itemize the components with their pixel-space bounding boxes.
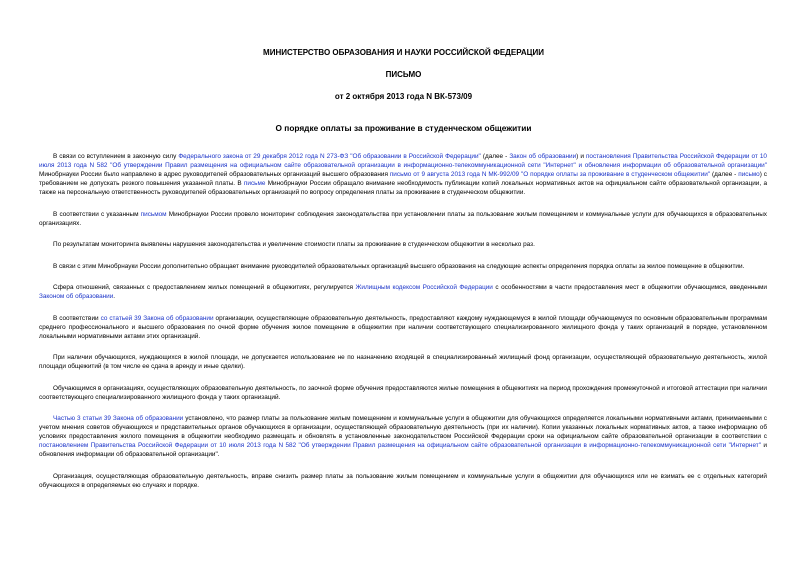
ministry-title: МИНИСТЕРСТВО ОБРАЗОВАНИЯ И НАУКИ РОССИЙСКОЙ ФЕДЕРАЦИИ: [263, 48, 544, 57]
paragraph-2: [39, 210, 767, 228]
doc-type-title: ПИСЬМО: [385, 70, 422, 79]
paragraph-text: (далее -: [710, 171, 739, 178]
paragraph-6: [39, 314, 767, 341]
link-article-39-part-3[interactable]: Частью 3 статьи 39 Закона об образовании: [53, 415, 184, 422]
link-federal-law-273[interactable]: Федерального закона от 29 декабря 2012 года N 273-ФЗ "Об образовании в Российской Федерации": [178, 153, 481, 160]
document-body: [39, 152, 767, 502]
paragraph-text: В соответствии с указанным: [53, 210, 141, 218]
paragraph-text: организации, осуществляющие образовательную деятельность, предоставляют каждому нуждающемуся в жилой площади обучающемуся по основным образовательным программам среднего профессионального и высшего образования по очной форме обучения жилое помещение в общежитии при наличии соответствующего специализированного жилищного фонда у таких организаций в порядке, установленном локальными нормативными актами этих организаций.: [39, 314, 767, 340]
paragraph-text: Минобрнауки России обращало внимание необходимость публикации копий локальных нормативных актов на официальном сайте образовательной организации, а также на персональную ответственность руководителей образовательных организаций по вопросу определения платы за проживание в студенческом общежитии.: [39, 180, 767, 196]
paragraph-text: В соответствии: [53, 314, 101, 322]
paragraph-text: и обновления информации об образовательной организации".: [39, 442, 767, 458]
paragraph-text: с особенностями в части предоставления мест в общежитии обучающимся, введенными: [492, 284, 767, 291]
paragraph-4: В связи с этим Минобрнауки России дополнительно обращает внимание руководителей образовательных организаций высшего образования на следующие аспекты определения порядка оплаты за жилое помещение в общежитии.: [53, 262, 745, 270]
paragraph-3: По результатам мониторинга выявлены нарушения законодательства и увеличение стоимости платы за проживание в студенческом общежитии в несколько раз.: [53, 241, 535, 248]
link-housing-code[interactable]: Жилищным кодексом Российской Федерации: [355, 284, 493, 291]
paragraph-text: (далее -: [480, 153, 510, 160]
link-letter-mk-992[interactable]: письмо от 9 августа 2013 года N МК-992/09 "О порядке оплаты за проживание в студенческом общежитии": [389, 171, 711, 178]
doc-date-number: от 2 октября 2013 года N ВК-573/09: [334, 92, 473, 101]
paragraph-5: [39, 283, 767, 301]
paragraph-10: Организация, осуществляющая образовательную деятельность, вправе снизить размер платы за пользование жилым помещением и коммунальные услуги в общежитии для обучающихся или не взимать ее с отдельных категорий обучающихся в определяемых ею случаях и порядке.: [39, 472, 767, 489]
link-government-decree-582[interactable]: постановления Правительства Российской Федерации от 10 июля 2013 года N 582 "Об утверждении Правил размещения на официальном сайте образовательной организации в информационно-телекоммуникационной сети "Интернет" и обновления информации об образовательной организации": [39, 153, 767, 169]
link-law-on-education-2[interactable]: Законом об образовании: [39, 293, 114, 300]
paragraph-text: В связи со вступлением в законную силу: [53, 153, 179, 160]
paragraph-text: ) с требованием не допускать резкого повышения указанной платы. В: [39, 171, 767, 187]
paragraph-text: ) и: [576, 153, 586, 160]
paragraph-text: Сфера отношений, связанных с предоставлением жилых помещений в общежитиях, регулируется: [53, 284, 356, 291]
link-government-decree-582-2[interactable]: постановлением Правительства Российской Федерации от 10 июля 2013 года N 582 "Об утверждении Правил размещения на официальном сайте образовательной организации в информационно-телекоммуникационной сети "Интернет": [39, 442, 762, 449]
paragraph-text: .: [113, 293, 116, 300]
link-law-on-education[interactable]: Закон об образовании: [509, 153, 577, 160]
paragraph-text: установлено, что размер платы за пользование жилым помещением и коммунальные услуги в общежитии для обучающихся определяется локальными нормативными актами, принимаемыми с учетом мнения советов обучающихся и представительных органов обучающихся в организации, осуществляющей образовательную деятельность (при их наличии). Копии указанных локальных нормативных актов, а также информацию об условиях предоставления жилого помещения в общежитии необходимо размещать и обновлять в установленные законодательством Российской Федерации сроки на официальном сайте образовательной организации в соответствии с: [39, 415, 767, 440]
paragraph-text: Минобрнауки России провело мониторинг соблюдения законодательства при установлении платы за пользование жилым помещением и коммунальные услуги для обучающихся в образовательных организациях.: [39, 210, 767, 227]
paragraph-7: При наличии обучающихся, нуждающихся в жилой площади, не допускается использование не по назначению входящей в специализированный жилищный фонд организации, осуществляющей образовательную деятельность, жилой площади общежитий (в том числе ее сдача в аренду и иные сделки).: [39, 354, 767, 370]
link-article-39[interactable]: со статьей 39 Закона об образовании: [100, 314, 214, 322]
paragraph-9: [39, 414, 767, 459]
link-letter-2[interactable]: письме: [243, 180, 266, 187]
paragraph-8: Обучающимся в организациях, осуществляющих образовательную деятельность, по заочной форме обучения предоставляются жилые помещения в общежитиях на период прохождения промежуточной и итоговой аттестации при наличии соответствующего специализированного жилищного фонда у таких организаций.: [39, 384, 767, 401]
paragraph-text: Минобрнауки России было направлено в адрес руководителей образовательных организаций высшего образования: [39, 171, 390, 178]
paragraph-1: [39, 152, 767, 197]
doc-subject-title: О порядке оплаты за проживание в студенческом общежитии: [275, 123, 532, 133]
link-letter-3[interactable]: письмом: [140, 210, 167, 218]
link-letter[interactable]: письмо: [738, 171, 760, 178]
